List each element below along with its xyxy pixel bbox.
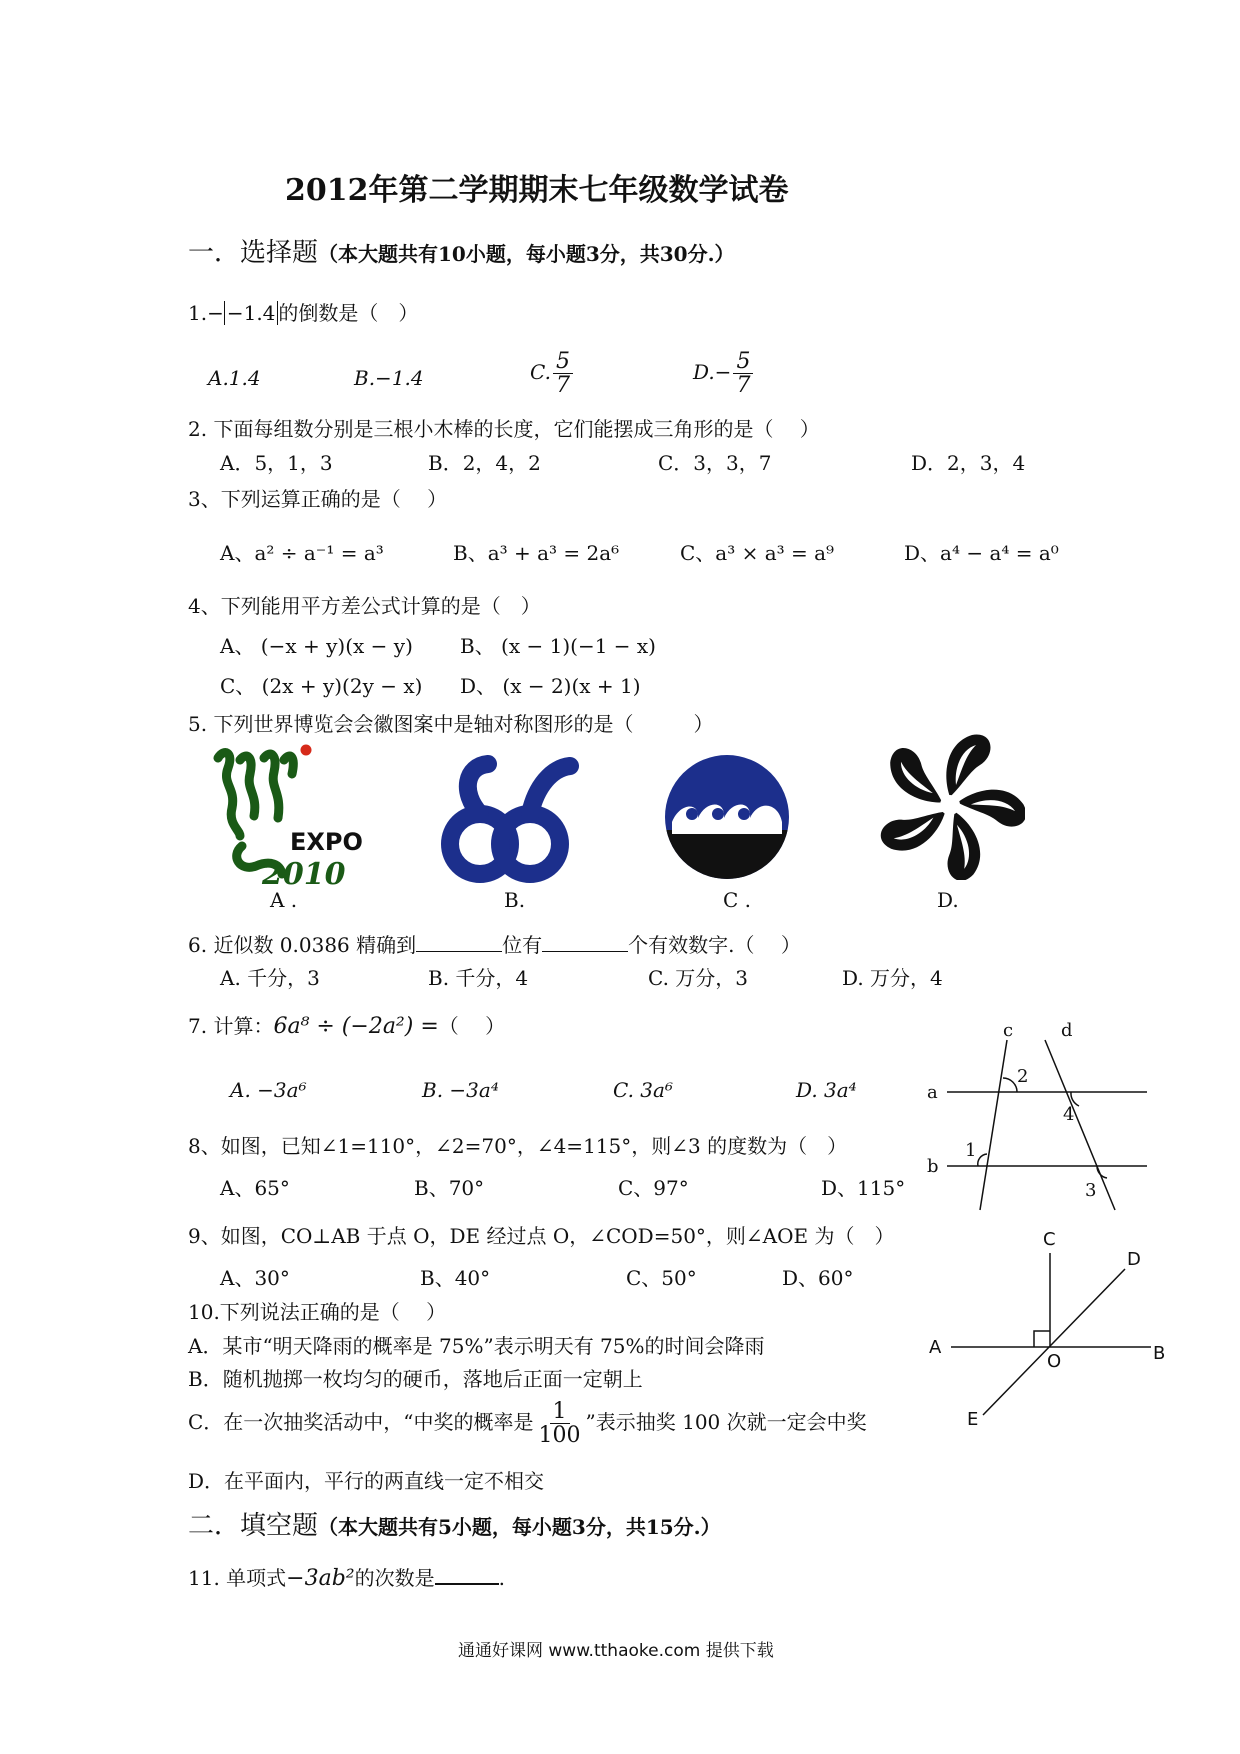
q9-option-d: D、60° xyxy=(782,1266,854,1290)
q1-option-a: A.1.4 xyxy=(208,366,261,390)
q3-option-c: C、a³ × a³ = a⁹ xyxy=(680,541,835,565)
q4-option-d: D、 (x − 2)(x + 1) xyxy=(460,674,641,698)
q1-option-d-fraction xyxy=(733,350,753,397)
q11-expression: −3ab² xyxy=(286,1566,355,1591)
q11-stem-suffix: 的次数是 xyxy=(354,1566,435,1590)
q5-option-c: C . xyxy=(723,888,752,912)
section-1-heading xyxy=(188,232,735,269)
page-title: 2012年第二学期期末七年级数学试卷 xyxy=(285,173,789,208)
q7-option-a: A. −3a⁶ xyxy=(230,1078,307,1102)
knot-logo xyxy=(440,752,585,892)
section-1-note: （本大题共有10小题，每小题3分，共30分.） xyxy=(318,242,735,266)
q2-option-b: B．2，4，2 xyxy=(428,451,541,475)
fraction-denominator: 7 xyxy=(736,373,751,399)
q2-option-d: D．2，3，4 xyxy=(911,451,1026,475)
question-1-stem xyxy=(188,297,418,326)
fig8-angle-1: 1 xyxy=(965,1140,977,1161)
q6-blank-2 xyxy=(542,931,628,952)
question-8-stem: 8、如图，已知∠1=110°，∠2=70°，∠4=115°，则∠3 的度数为（ ） xyxy=(188,1134,848,1158)
section-2-heading xyxy=(188,1505,721,1542)
fraction-numerator: 5 xyxy=(553,350,573,374)
question-9-stem: 9、如图，CO⊥AB 于点 O，DE 经过点 O，∠COD=50°，则∠AOE 为（ ） xyxy=(188,1224,895,1248)
q7-expression: 6a⁸ ÷ (−2a²) = xyxy=(273,1014,439,1039)
q1-option-c xyxy=(530,350,575,397)
q5-option-d: D. xyxy=(937,888,959,912)
fig8-label-a: a xyxy=(927,1082,938,1103)
q10-option-c-part-a: C．在一次抽奖活动中，“中奖的概率是 xyxy=(188,1410,534,1435)
q10-option-c-fraction xyxy=(536,1400,584,1447)
fig8-label-b: b xyxy=(927,1156,939,1177)
q11-answer-blank xyxy=(435,1563,499,1585)
question-3-stem: 3、下列运算正确的是（ ） xyxy=(188,487,448,511)
q6-stem-part-a: 6. 近似数 0.0386 精确到 xyxy=(188,933,417,957)
q6-stem-part-c: 个有效数字.（ ） xyxy=(628,933,801,957)
q6-blank-1 xyxy=(416,931,502,952)
question-11-stem xyxy=(188,1562,505,1591)
q3-option-d: D、a⁴ − a⁴ = a⁰ xyxy=(904,541,1059,565)
q9-option-c: C、50° xyxy=(626,1266,697,1290)
expo-2010-logo xyxy=(210,738,370,888)
q4-option-c: C、 (2x + y)(2y − x) xyxy=(220,674,423,698)
q10-option-a: A．某市“明天降雨的概率是 75%”表示明天有 75%的时间会降雨 xyxy=(188,1334,765,1358)
q4-option-b: B、 (x − 1)(−1 − x) xyxy=(460,634,656,658)
q11-stem-prefix: 11. 单项式 xyxy=(188,1566,287,1590)
q11-period: . xyxy=(498,1566,505,1590)
question-4-stem: 4、下列能用平方差公式计算的是（ ） xyxy=(188,594,541,618)
q4-option-a: A、 (−x + y)(x − y) xyxy=(220,634,413,658)
fraction-numerator: 5 xyxy=(733,350,753,374)
figure-q9-perpendicular-lines xyxy=(925,1225,1165,1430)
question-10-stem: 10.下列说法正确的是（ ） xyxy=(188,1300,447,1324)
fig8-label-c: c xyxy=(1003,1020,1014,1041)
q7-option-b: B. −3a⁴ xyxy=(422,1078,499,1102)
q1-option-d-prefix: D.− xyxy=(693,360,732,385)
q7-stem-prefix: 7. 计算： xyxy=(188,1014,274,1038)
question-7-stem xyxy=(188,1010,505,1039)
expo-text: EXPO xyxy=(290,828,363,856)
fig8-angle-3: 3 xyxy=(1085,1180,1097,1201)
q3-option-b: B、a³ + a³ = 2a⁶ xyxy=(453,541,620,565)
fig9-label-d: D xyxy=(1127,1249,1141,1270)
q7-option-c: C. 3a⁶ xyxy=(613,1078,673,1102)
q7-option-d: D. 3a⁴ xyxy=(796,1078,857,1102)
q1-option-d xyxy=(693,350,755,397)
q6-option-b: B. 千分，4 xyxy=(428,966,529,990)
question-5-stem: 5. 下列世界博览会会徽图案中是轴对称图形的是（ ） xyxy=(188,712,714,736)
q1-abs-value: −1.4 xyxy=(224,301,279,325)
section-1-title: 一．选择题 xyxy=(188,238,319,268)
q2-option-a: A．5，1，3 xyxy=(220,451,333,475)
fig8-angle-4: 4 xyxy=(1063,1104,1075,1125)
q6-option-d: D. 万分，4 xyxy=(842,966,943,990)
fraction-numerator: 1 xyxy=(550,1400,570,1424)
fig8-angle-2: 2 xyxy=(1017,1066,1029,1087)
fig8-label-d: d xyxy=(1061,1020,1073,1041)
question-6-stem xyxy=(188,929,801,958)
fig9-label-c: C xyxy=(1043,1229,1056,1250)
q5-option-b: B. xyxy=(504,888,526,912)
q10-option-c xyxy=(188,1400,867,1447)
fig9-label-a: A xyxy=(929,1337,942,1358)
q1-option-c-fraction xyxy=(553,350,573,397)
q5-option-a: A . xyxy=(270,888,298,912)
q7-stem-suffix: （ ） xyxy=(438,1014,506,1038)
q1-option-c-prefix: C. xyxy=(530,360,551,385)
page-footer: 通通好课网 www.tthaoke.com 提供下载 xyxy=(458,1641,774,1661)
fig9-label-e: E xyxy=(967,1409,979,1430)
q8-option-c: C、97° xyxy=(618,1176,689,1200)
figure-q8-parallel-lines xyxy=(925,1020,1155,1215)
q3-option-a: A、a² ÷ a⁻¹ = a³ xyxy=(220,541,384,565)
q8-option-d: D、115° xyxy=(821,1176,906,1200)
expo-year-text: 2010 xyxy=(262,857,346,888)
q6-stem-part-b: 位有 xyxy=(502,933,543,957)
q1-stem-suffix: 的倒数是（ ） xyxy=(278,301,419,325)
q8-option-a: A、65° xyxy=(220,1176,290,1200)
q2-option-c: C．3，3，7 xyxy=(658,451,772,475)
section-2-title: 二．填空题 xyxy=(188,1511,319,1541)
q9-option-a: A、30° xyxy=(220,1266,290,1290)
q6-option-c: C. 万分，3 xyxy=(648,966,749,990)
q10-option-d: D．在平面内，平行的两直线一定不相交 xyxy=(188,1469,545,1493)
question-2-stem: 2. 下面每组数分别是三根小木棒的长度，它们能摆成三角形的是（ ） xyxy=(188,417,820,441)
fig9-label-b: B xyxy=(1153,1343,1165,1364)
wave-logo xyxy=(662,752,792,882)
fig9-label-o: O xyxy=(1047,1351,1062,1372)
q10-option-c-part-b: ”表示抽奖 100 次就一定会中奖 xyxy=(585,1410,867,1435)
flower-logo xyxy=(875,730,1025,880)
fraction-denominator: 7 xyxy=(555,373,570,399)
fraction-denominator: 100 xyxy=(538,1423,581,1449)
q10-option-b: B．随机抛掷一枚均匀的硬币，落地后正面一定朝上 xyxy=(188,1367,643,1391)
q1-stem-prefix: 1.− xyxy=(188,301,224,325)
q8-option-b: B、70° xyxy=(414,1176,485,1200)
q9-option-b: B、40° xyxy=(420,1266,491,1290)
section-2-note: （本大题共有5小题，每小题3分，共15分.） xyxy=(318,1515,721,1539)
q6-option-a: A. 千分，3 xyxy=(220,966,320,990)
q1-option-b: B.−1.4 xyxy=(354,366,424,390)
